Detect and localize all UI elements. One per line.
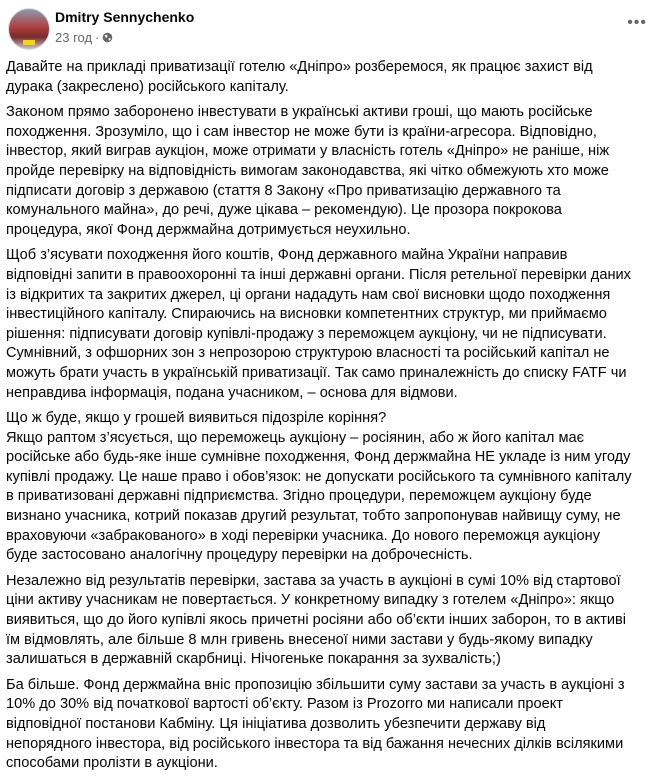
post-paragraph [6,409,661,566]
paragraph-line: Сумнівний, з офшорних зон з непрозорою структурою власності та російський капітал не [6,345,610,362]
post-paragraph [6,103,661,240]
paragraph-line: рішення: підписувати договір купівлі-продажу з переможцем аукціону, чи не підписувати. [6,325,607,342]
avatar-badge [23,40,35,45]
globe-icon [102,32,113,43]
more-options-icon[interactable]: ••• [627,14,647,31]
paragraph-line: пройде перевірку на відповідність вимогам законодавства, які чітко обмежують хто може [6,162,609,179]
paragraph-line: Щоб з’ясувати походження його коштів, Фонд державного майна України направив [6,247,568,264]
paragraph-line: Давайте на прикладі приватизації готелю «Дніпро» розберемося, як працює захист від [6,59,593,75]
paragraph-line: відповідні запити в правоохоронні та інші державні органи. Після ретельної перевірки даних [6,266,631,283]
paragraph-line: походження. Зрозуміло, що і сам інвестор не може бути із країни-агресора. Відповідно, [6,123,597,140]
paragraph-line: російське або будь-яке інше сумнівне походження, Фонд держмайна НЕ укладе із ним угоду [6,449,631,466]
paragraph-line: із відкритих та закритих джерел, ці органи нададуть нам свої висновки щодо походження [6,286,611,303]
paragraph-line: Законом прямо заборонено інвестувати в українські активи гроші, що мають російське [6,104,593,121]
post-paragraph [6,58,661,97]
paragraph-line: неправдива інформація, подана учасником, – основа для відмови. [6,384,458,401]
meta-separator: · [95,30,100,45]
paragraph-line: Що ж буде, якщо у грошей виявиться підозріле коріння? [6,410,387,427]
paragraph-line: відповідної постанови Кабміну. Ця ініціатива дозволить убезпечити державу від [6,716,546,732]
paragraph-line: Ба більше. Фонд держмайна вніс пропозицію збільшити суму застави за участь в аукціоні з [6,676,625,693]
paragraph-line: інвестор, який виграв аукціон, може отримати у власність готель «Дніпро» не раніше, ніж [6,143,610,160]
paragraph-line: враховуючи «забракованого» в ході перевірки учасника. До нового переможця аукціону [6,527,601,544]
paragraph-line: їм відмовлять, але більше 8 млн гривень внесеної ними застави у будь-якому випадку [6,631,593,648]
paragraph-line: комунального майна», до речі, дуже цікава – рекомендую). Це прозора покрокова [6,202,562,219]
author-name[interactable]: Dmitry Sennychenko [55,9,195,25]
paragraph-line: залишаться в державній скарбниці. Нічогеньке покарання за зухвалість;) [6,651,501,668]
paragraph-line: 10% до 30% від початкової вартості об’єкту. Разом із Prozorro ми написали проект [6,696,563,713]
paragraph-line: Незалежно від результатів перевірки, застава за участь в аукціоні в сумі 10% від стартової [6,572,621,589]
paragraph-line: купівлі продажу. Це наше право і обов’язок: не допускати російського та сумнівного капіталу [6,468,632,485]
paragraph-line: способами пролізти в аукціони. [6,755,218,772]
paragraph-line: можуть брати участь в українській приватизації. Так само приналежність до списку FATF чи [6,364,627,381]
post-paragraph [6,246,661,403]
post-paragraph [6,572,661,670]
post-paragraph [6,676,661,774]
post-body [6,58,661,780]
paragraph-line: виявиться, що до його купівлі якось причетні росіяни або об’єкти інших заборон, то в активі [6,612,627,629]
paragraph-line: Якщо раптом з’ясується, що переможець аукціону – росіянин, або ж його капітал має [6,429,585,446]
avatar[interactable] [8,8,50,50]
paragraph-line: визнано учасника, котрий показав другий результат, тобто запропонував найвищу суму, не [6,508,621,525]
paragraph-line: інвестиційного капіталу. Спираючись на висновки компетентних структур, ми приймаємо [6,306,607,323]
paragraph-line: в приватизовані державні підприємства. Згідно процедури, переможцем аукціону буде [6,488,592,505]
paragraph-line: підписати договір з державою (стаття 8 Закону «Про приватизацію державного та [6,182,561,199]
paragraph-line: непорядного інвестора, від російського інвестора та від бажання нечесних ділків всілякими [6,735,624,752]
post-meta [55,30,113,45]
paragraph-line: буде застосовано аналогічну процедуру перевірки на доброчесність. [6,547,473,564]
paragraph-line: ціни активу учасникам не повертається. У конкретному випадку з готелем «Дніпро»: якщо [6,592,615,609]
post-time[interactable]: 23 год [55,30,93,45]
paragraph-line: процедура, якої Фонд держмайна дотримується неухильно. [6,221,411,238]
paragraph-line: дурака (закреслено) російського капіталу. [6,78,289,95]
